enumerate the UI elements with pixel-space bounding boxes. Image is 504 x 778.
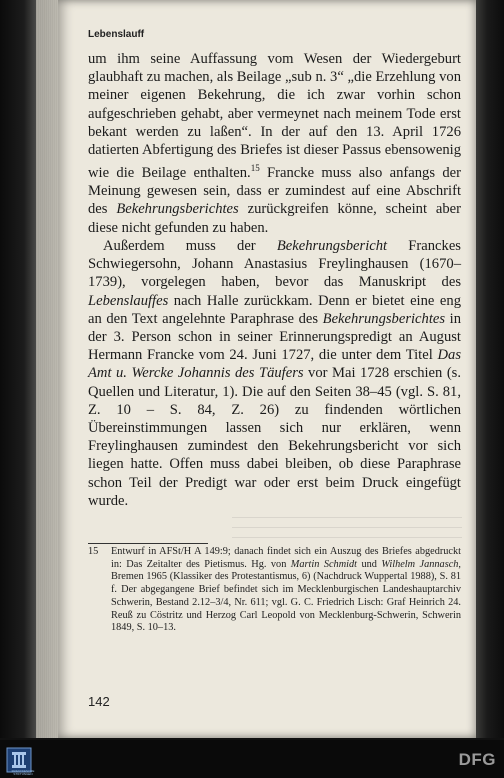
dfg-logo: DFG xyxy=(458,750,496,769)
running-head: Lebenslauff xyxy=(88,29,145,40)
library-logo-label: FRANCKESCHE STIFTUNGEN xyxy=(11,769,35,776)
italic-text: Bekehrungsberichtes xyxy=(116,201,239,218)
footnote-ref: 15 xyxy=(250,163,260,174)
italic-text: Wilhelm Jannasch xyxy=(381,558,459,570)
book-edge-right xyxy=(476,0,504,738)
italic-text: Das Amt u. Wercke Johannis des Täufers xyxy=(88,347,461,382)
text-run: und xyxy=(357,558,382,570)
text-run: nach Halle zurückkam. Denn er bietet eine eng an den Text angelehnte Paraphrase des xyxy=(88,292,461,327)
text-run: Entwurf in AFSt/H A 149:9; danach findet sich ein Auszug des Briefes abgedruckt in: Das Zeitalter des Pietismus. Hg. von xyxy=(111,546,461,570)
footnote-number: 15 xyxy=(88,546,99,557)
text-run: Außerdem muss der xyxy=(103,237,277,254)
text-run: Francke muss also anfangs der Meinung gewesen sein, dass er zumindest auf eine Abschrift des xyxy=(88,165,462,218)
italic-text: Bekehrungsbericht xyxy=(276,237,388,254)
italic-text: Bekehrungsberichtes xyxy=(322,310,446,327)
page-number: 142 xyxy=(88,694,110,709)
italic-text: Martin Schmidt xyxy=(290,558,358,570)
paragraph-2 xyxy=(88,237,461,510)
italic-text: Lebenslauffes xyxy=(88,292,169,309)
text-run: Franckes Schwiegersohn, Johann Anastasius Freylinghausen (1670–1739), vorgelegen haben, bevor das Manuskript des xyxy=(88,237,461,291)
paragraph-1 xyxy=(88,50,461,237)
footnote-text xyxy=(111,546,461,635)
text-run: , Bremen 1965 (Klassiker des Protestantismus, 6) (Nachdruck Wuppertal 1988), S. 81 f. Der abgegangene Brief befindet sich im Mecklenburgischen Landeshauptarchiv Schwerin, Bestand 2.12–3/4, Nr. 611; vgl. G. C. Friedrich Lisch: Graf Heinrich 24. Reuß zu Cöstritz und Herzog Carl Leopold von Mecklenburg-Schwerin, Schwerin 1849, S. 10–13. xyxy=(111,558,461,634)
body-text xyxy=(88,50,461,510)
text-run: um ihm seine Auffassung vom Wesen der Wiedergeburt glaubhaft zu machen, als Beilage „sub n. 3“ „die Erzehlung von meiner eigenen Bekehrung, die ich zwar vorhin schon aufgeschrieben gehabt, aber vermeynet nach meinem Tode erst bekant werden zu laßen“. In der auf den 13. April 1726 datierten Abfertigung des Briefes ist dieser Passus ebensowenig wie die Beilage enthalten. xyxy=(88,51,461,182)
footnote-15 xyxy=(88,546,461,635)
footnote-rule xyxy=(88,543,208,544)
text-run: zurückgreifen könne, scheint aber diese nicht gefunden zu haben. xyxy=(88,201,461,236)
text-run: vor Mai 1728 erschien (s. Quellen und Literatur, 1). Die auf den Seiten 38–45 (vgl. S. 81, Z. 10 – S. 84, Z. 26) zu findenden wörtlichen Übereinstimmungen lassen sich nur erklären, wenn Freylinghausen zumindest den Bekehrungsbericht vor sich liegen hatte. Offen muss dabei bleiben, ob diese Paraphrase schon Teil der Predigt war oder erst beim Druck eingefügt wurde. xyxy=(88,365,462,509)
page-stack-left xyxy=(36,0,60,738)
text-run: in der 3. Person schon in seiner Erinnerungspredigt an August Hermann Francke vom 24. Juni 1727, die unter dem Titel xyxy=(88,310,462,364)
viewer-footer-bar xyxy=(0,740,504,778)
